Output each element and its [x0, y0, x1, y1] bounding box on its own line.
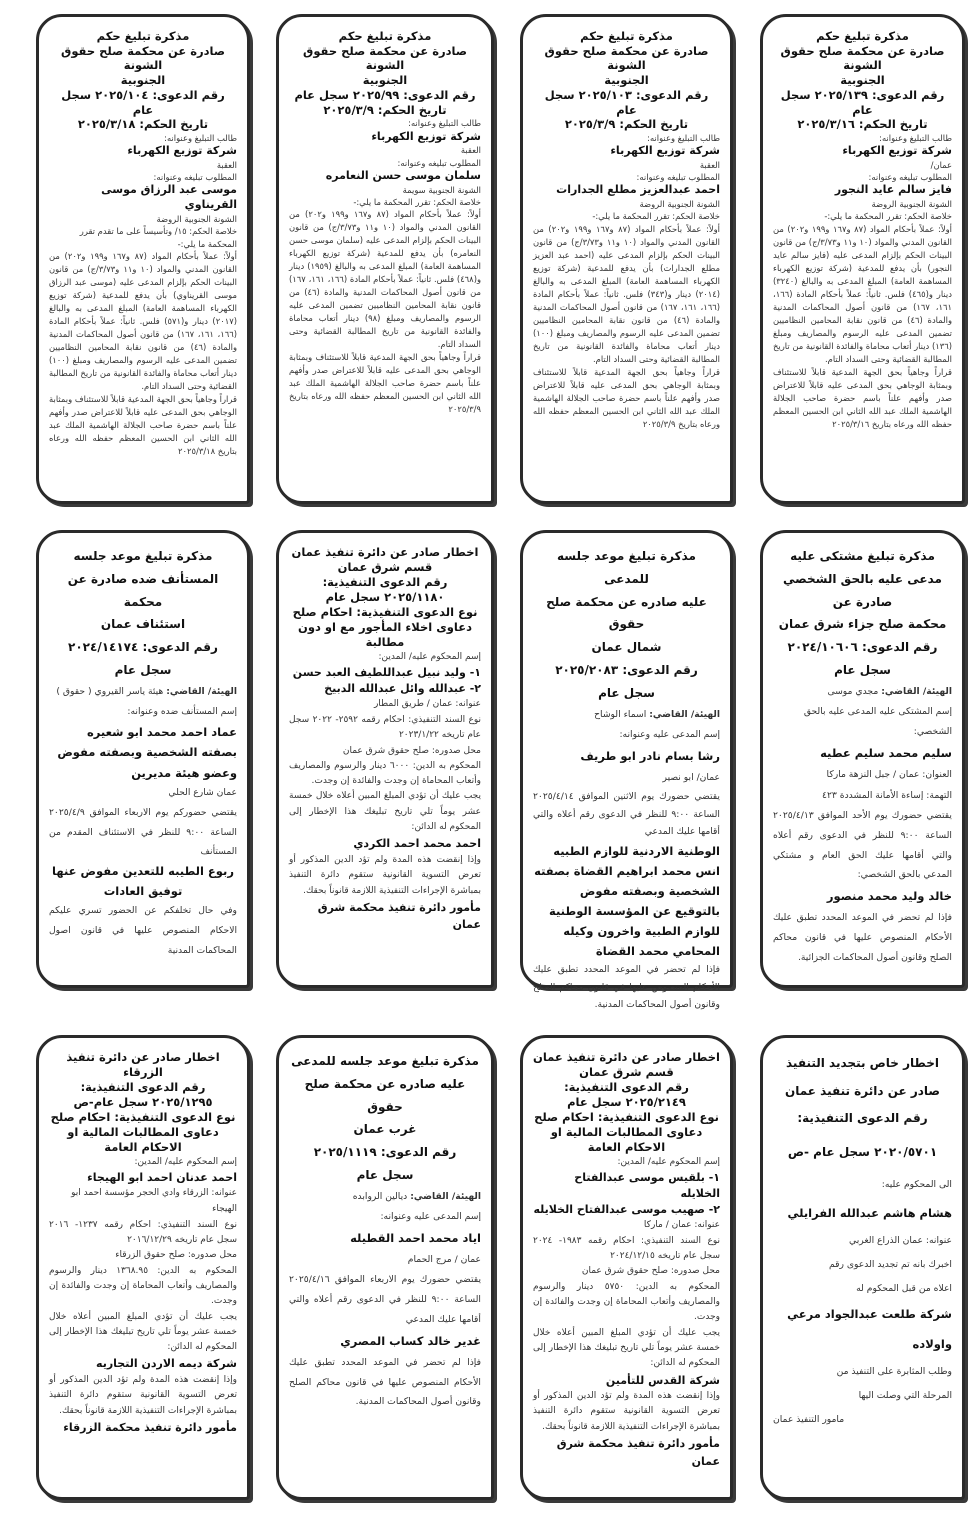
notice-defendant-summons-north-amman [520, 530, 733, 1011]
issuing-court: محل صدوره: صلح حقوق شرق عمان [581, 1266, 720, 1277]
officer-signature: مأمور دائرة تنفيذ محكمة شرق عمان [556, 1437, 720, 1468]
notice-judgment-3 [276, 14, 494, 504]
notice-heading: رقم الدعوى التنفيذية: [80, 1079, 206, 1094]
requester-label: طالب التبليغ وعنوانه: [408, 118, 481, 129]
respondent-name: سليم محمد سليم عطيه [820, 746, 952, 761]
notice-heading: الجنوبية [120, 73, 166, 88]
notice-heading: رقم الدعوى التنفيذية: [564, 1079, 689, 1094]
execution-warning: وإذا إنقضت هذه المدة ولم تؤد الدين المذكور أو تعرض التسوية القانونية ستقوم دائرة التنفيذ بمباشرة الإجراءات التنفيذية اللازمة قانوناً بحقك. [49, 1375, 237, 1416]
judgment-date: تاريخ الحكم: ٢٠٢٥/٣/٩ [323, 102, 447, 117]
notice-heading: صادرة عن محكمة صلح حقوق الشونة [61, 43, 225, 73]
case-register: سجل عام [356, 1167, 414, 1182]
judge-label: الهيئة/ القاضي: [410, 1190, 481, 1202]
notice-heading: مذكرة تبليغ حكم [580, 29, 673, 43]
respondent-address: العنوان: عمان / جبل النزهة ماركا [826, 769, 952, 781]
notice-heading: مذكرة تبليغ موعد جلسه للمدعى [557, 549, 696, 586]
case-type: دعاوى اخلاء المأجور مع او دون مطالبة [298, 619, 472, 649]
notice-heading: مذكرة تبليغ موعد جلسه [73, 549, 213, 563]
case-type: نوع الدعوى التنفيذية: احكام صلح [50, 1109, 236, 1124]
case-number: ٢٠٢٥/١٢٩٥ سجل عام-ص [73, 1094, 213, 1109]
judgment-amount: المحكوم به الدين: ٦٠٠٠ دينار والرسوم والمصاريف وأتعاب المحاماة إن وجدت والفائدة إن وجدت. [289, 760, 481, 787]
officer-signature: مامور التنفيذ عمان [773, 1414, 845, 1426]
debtor-label: إسم المحكوم عليه/ المدين: [134, 1156, 237, 1167]
judgment-body: أولاً: عملاً بأحكام المواد (٨٧ و١٦٧ و١٩٩ و٢٠٢) من القانون المدني والمواد (١٠ و١١ و٣/٧٣/ج) من قانون البينات الحكم بإلزام المدعى عليه (فايز سالم عايد النجور) بأن يدفع للمدعية (شركة توزيع الكهرباء المساهمة العامة) المبلغ المدعى به والبالغ (٣٢٤٠) دينار و(٤٦٥) فلس. ثانياً: عملاً بأحكام المادة (١٦٦، ١٦١، ١٦٧) من قانون أصول المحاكمات المدنية والمادة (٤٦) من قانون نقابة المحامين النظاميين تضمين المدعى عليه الرسوم والمصاريف ومبلغ (١٣٦) دينار أتعاب محاماة والفائدة القانونية من تاريخ المطالبة القضائية وحتى السداد التام. [773, 223, 953, 364]
notice-heading: محكمة صلح جزاء شرق عمان [778, 617, 947, 632]
respondent-label: إسم المدعى عليه وعنوانه: [619, 728, 720, 740]
respondent-label: المطلوب تبليغه وعنوانه: [636, 172, 720, 183]
respondent-address: عمان/ ابو نصير [662, 772, 720, 784]
respondent-label: إسم المدعى عليه وعنوانه: [380, 1211, 481, 1223]
creditor-name: شركة ديمه الاردن التجاريه [96, 1357, 237, 1371]
creditor-name: شركة طلعت عبدالجواد مرعي واولاده [787, 1307, 952, 1352]
respondent-name: فايز سالم عايد النجور [834, 183, 952, 197]
respondent-name: عماد احمد محمد ابو شعيره بصفته الشخصية وبصفته مفوض وعضو هيئة مديرين [57, 725, 237, 780]
to-label: الى المحكوم عليه: [881, 1179, 952, 1191]
respondent-name: موسى عبد الرزاق موسى القريناوي [101, 183, 237, 212]
notice-heading: رقم الدعوى التنفيذية: [797, 1111, 928, 1126]
requester-name: شركة توزيع الكهرباء [610, 144, 720, 158]
requester-address: العقبة [216, 160, 237, 171]
notice-heading: غرب عمان [353, 1122, 417, 1137]
notice-heading: صادرة عن محكمة صلح حقوق الشونة [544, 43, 709, 73]
case-type: نوع الدعوى التنفيذية: احكام صلح [292, 604, 478, 619]
case-number: رقم الدعوى: ٢٠٢٥/٢٠٨٣ [555, 662, 698, 677]
requester-name: شركة توزيع الكهرباء [371, 129, 481, 143]
respondent-address: الشونة الجنوبية الروضة [639, 199, 720, 210]
notice-heading: الجنوبية [604, 73, 649, 88]
issuing-court: محل صدوره: صلح حقوق شرق عمان [342, 745, 481, 756]
requester-name: شركة توزيع الكهرباء [842, 144, 952, 158]
notice-heading: قسم شرق عمان [337, 559, 433, 574]
debtor-address: عنوانه: عمان / ماركا [643, 1220, 720, 1231]
notice-heading: اخطار صادر عن دائرة تنفيذ عمان [291, 545, 479, 559]
judgment-body: أولاً: عملاً بأحكام المواد (٨٧ و١٦٧ و١٩٩ و٢٠٢) من القانون المدني والمواد (١٠ و١١ و٣/٧٣/ج) من قانون البينات الحكم بإلزام المدعى عليه (احمد عبد العزيز مطلع الجدارات) بأن يدفع للمدعية (شركة توزيع الكهرباء المساهمة العامة) المبلغ المدعى به والبالغ (٢٠١٤) دينار و(٣٤٣) فلس. ثانياً: عملاً بأحكام المادة (١٦٦، ١٦١، ١٦٧) من قانون أصول المحاكمات المدنية والمادة (٤٦) من قانون نقابة المحامين النظاميين تضمين المدعى عليه الرسوم والمصاريف ومبلغ (١٠٠) دينار أتعاب محاماة والفائدة القانونية من تاريخ المطالبة القضائية وحتى السداد التام. [533, 223, 720, 364]
respondent-label: المطلوب تبليغه وعنوانه: [153, 172, 237, 183]
notice-heading: صادر عن دائرة تنفيذ عمان [784, 1083, 941, 1098]
execution-warning: وإذا إنقضت هذه المدة ولم تؤد الدين المذكور أو تعرض التسوية القانونية ستقوم دائرة التنفيذ بمباشرة الإجراءات التنفيذية اللازمة قانوناً بحقك. [533, 1391, 720, 1432]
respondent-address: عمان شارع الحلي [168, 786, 237, 798]
judgment-date: تاريخ الحكم: ٢٠٢٥/٣/١٨ [77, 117, 209, 132]
requester-label: طالب التبليغ وعنوانه: [879, 133, 952, 144]
summons-body: يقتضي حضورك يوم الاربعاء الموافق ٢٠٢٥/٤/١٦ الساعة ٩:٠٠ للنظر في الدعوى رقم أعلاه والتي أقامها عليك المدعي [289, 1274, 481, 1326]
respondent-name: هشام هاشم عبدالله الفرايلي [787, 1205, 952, 1220]
judge-name: ديالين الروابده [352, 1190, 408, 1202]
judgment-closing: قراراً وجاهياً بحق الجهة المدعية قابلاً للاستئناف وبمثابة الوجاهي بحق المدعى عليه قابلاً للاعتراض صدر وأفهم علناً باسم حضرة صاحب الجلالة الهاشمية الملك عبد الله الثاني ابن الحسين المعظم حفظه الله ورعاه بتاريخ ٢٠٢٥/٣/١٨ [49, 393, 237, 456]
respondent-label: المطلوب تبليغه وعنوانه: [397, 157, 481, 168]
notice-heading: الجنوبية [840, 73, 885, 88]
respondent-label: المطلوب تبليغه وعنوانه: [868, 172, 952, 183]
officer-signature: مأمور دائرة تنفيذ محكمة الزرقاء [63, 1420, 237, 1434]
charge: التهمة: إساءة الأمانة المشددة ٤٢٣ [822, 789, 952, 801]
case-number: رقم الدعوى: ٢٠٢٥/١٠٣ سجل عام [544, 87, 709, 117]
respondent-name: رشا بسام نادر ابو طريف [580, 749, 720, 764]
notice-execution-zarqa [36, 1035, 250, 1500]
debtor-name: ٢- عبدالله وائل عبدالله الدبيخ [324, 682, 481, 696]
judge-label: الهيئة/ القاضي: [166, 685, 237, 697]
respondent-name: احمد عبدالعزيز مطلع الجدارات [556, 183, 720, 197]
case-number: رقم الدعوى: ٢٠٢٤/١٠٦٠٦ [787, 640, 938, 655]
plaintiff-name: غدير خالد كساب المصري [340, 1333, 481, 1348]
renewal-body: المرحلة التي وصلت اليها [858, 1390, 952, 1402]
notice-judgment-1 [760, 14, 965, 504]
case-type: دعاوى المطالبات المالية او الاحكام العامة [550, 1124, 703, 1154]
notice-heading: اخطار صادر عن دائرة تنفيذ عمان [533, 1050, 720, 1064]
judgment-amount: المحكوم به الدين: ٥٧٥٠ دينار والرسوم والمصاريف وأتعاب المحاماة إن وجدت والفائدة إن وجدت. [533, 1281, 721, 1323]
notice-execution-east-amman-1180 [276, 530, 494, 988]
creditor-name: شركة القدس للتأمين [605, 1373, 720, 1387]
respondent-label: إسم المستأنف ضده وعنوانه: [127, 706, 237, 718]
summary-label: خلاصة الحكم: تقرر المحكمة ما يلي:- [824, 211, 952, 222]
payment-demand: يجب عليك أن تؤدي المبلغ المبين أعلاه خلال خمسة عشر يوماً تلي تاريخ تبليغك هذا الإخطار إلى المحكوم له الدائن: [49, 1311, 237, 1353]
notice-heading: مذكرة تبليغ موعد جلسه للمدعى [291, 1054, 479, 1068]
bond-type: نوع السند التنفيذي: احكام رقمه ١٩٨٣- ٢٠٢٤ سجل عام تاريخه ٢٠٢٤/١٢/١٥ [533, 1235, 721, 1262]
judgment-closing: قراراً وجاهياً بحق الجهة المدعية قابلاً للاستئناف وبمثابة الوجاهي بحق المدعى عليه قابلاً للاعتراض صدر وأفهم علناً باسم حضرة صاحب الجلالة الهاشمية الملك عبد الله الثاني ابن الحسين المعظم حفظه الله ورعاه بتاريخ ٢٠٢٥/٣/٩ [533, 366, 720, 429]
notice-heading: رقم الدعوى التنفيذية: [322, 574, 448, 589]
execution-warning: وإذا إنقضت هذه المدة ولم تؤد الدين المذكور أو تعرض التسوية القانونية ستقوم دائرة التنفيذ بمباشرة الإجراءات التنفيذية اللازمة قانوناً بحقك. [289, 854, 481, 896]
judge-line [289, 1187, 481, 1207]
plaintiff-name: خالد وليد محمد منصور [826, 889, 952, 904]
officer-signature: مأمور دائرة تنفيذ محكمة شرق عمان [317, 900, 481, 932]
notice-complainant-summons [760, 530, 965, 988]
respondent-address: الشونة الجنوبية الروضة [871, 199, 952, 210]
summons-closing: فإذا لم تحضر في الموعد المحدد تطبق عليك الأحكام المنصوص عليها في قانون محاكم الصلح وقانون أصول المحاكمات المدنية. [289, 1356, 481, 1408]
notice-judgment-4 [36, 14, 250, 504]
judgment-body: أولاً: عملاً بأحكام المواد (٨٧ و١٦٧ و١٩٩ و٢٠٢) من القانون المدني والمواد (١٠ و١١ و٣/٧٣/ج) من قانون البينات الحكم بإلزام المدعى عليه (موسى عبد الرزاق موسى القريناوي) بأن يدفع للمدعية (شركة توزيع الكهرباء المساهمة العامة) المبلغ المدعى به والبالغ (٢٠١٧) دينار و(٥٧١) فلس. ثانياً: عملاً بأحكام المادة (١٦٦، ١٦١، ١٦٧) من قانون أصول المحاكمات المدنية والمادة (٤٦) من قانون نقابة المحامين النظاميين تضمين المدعى عليه الرسوم والمصاريف ومبلغ (١٠٠) دينار أتعاب محاماة والفائدة القانونية من تاريخ المطالبة القضائية وحتى السداد التام. [49, 250, 237, 391]
notice-heading: مذكرة تبليغ مشتكى عليه [790, 549, 935, 563]
notice-execution-renewal [760, 1035, 965, 1500]
judgment-closing: قراراً وجاهياً بحق الجهة المدعية قابلاً للاستئناف وبمثابة الوجاهي بحق المدعى عليه قابلاً للاعتراض صدر وأفهم علناً باسم حضرة صاحب الجلالة الهاشمية الملك عبد الله الثاني ابن الحسين المعظم حفظه الله ورعاه بتاريخ ٢٠٢٥/٣/٩ [289, 352, 481, 415]
renewal-body: اخبرك بانه تم تجديد الدعوى رقم [829, 1258, 952, 1270]
case-number: رقم الدعوى: ٢٠٢٥/١١١٩ [313, 1145, 457, 1160]
respondent-address: الشونة الجنوبية الروضة [156, 214, 237, 225]
respondent-name: اياد محمد احمد القطيله [350, 1231, 481, 1246]
requester-address: عمان/ [930, 160, 952, 171]
case-type: نوع الدعوى التنفيذية: احكام صلح [534, 1109, 719, 1124]
notice-heading: مذكرة تبليغ حكم [338, 29, 432, 43]
case-register: سجل عام [834, 662, 891, 677]
notice-judgment-2 [520, 14, 733, 504]
plaintiff-name: الوطنية الاردنية للوازم الطبيه انس محمد ابراهيم القضاة بصفته الشخصية وبصفته مفوض بالتوقيع عن المؤسسة الوطنية للوازم الطبية واخرون وكيله المحامي محمد القضاة [534, 843, 720, 959]
debtor-name: ٢- صهيب موسى عبدالفتاح الخلايله [533, 1203, 720, 1217]
judgment-closing: قراراً وجاهياً بحق الجهة المدعية قابلاً للاستئناف وبمثابة الوجاهي بحق المدعى عليه قابلاً للاعتراض صدر وأفهم علناً باسم حضرة صاحب الجلالة الهاشمية الملك عبد الله الثاني ابن الحسين المعظم حفظه الله ورعاه بتاريخ ٢٠٢٥/٣/١٦ [773, 366, 952, 429]
notice-heading: المستأنف ضده صادرة عن محكمة [67, 571, 219, 609]
judge-name: اسماء الوشاح [594, 708, 647, 720]
bond-type: نوع السند التنفيذي: احكام رقمه ١٢٣٧- ٢٠١٦ سجل عام تاريخه ٢٠١٦/١٢/٢٩ [49, 1219, 238, 1246]
debtor-name: احمد عدنان احمد ابو الهيجاء [87, 1171, 237, 1185]
judgment-date: تاريخ الحكم: ٢٠٢٥/٣/٩ [564, 117, 689, 132]
notice-heading: صادرة عن محكمة صلح حقوق الشونة [780, 43, 945, 73]
case-number: رقم الدعوى: ٢٠٢٤/١٤١٧٤ [68, 640, 218, 655]
judge-line [773, 682, 952, 702]
notice-appeal-session [36, 530, 250, 988]
debtor-label: إسم المحكوم عليه/ المدين: [617, 1156, 720, 1167]
case-number: ٢٠٢٥/٢١٤٩ سجل عام [567, 1094, 686, 1109]
judge-label: الهيئة/ القاضي: [881, 685, 952, 697]
case-register: سجل عام [598, 685, 655, 700]
notice-heading: مذكرة تبليغ حكم [96, 29, 190, 43]
debtor-name: ١- بلقيس موسى عبدالفتاح الخلايله [574, 1171, 720, 1201]
requester-address: العقبة [460, 145, 481, 156]
summons-body: يقتضي حضورك يوم الأحد الموافق ٢٠٢٥/٤/١٣ الساعة ٩:٠٠ للنظر في الدعوى رقم أعلاه والتي أقامها عليك الحق العام و مشتكي المدعي بالحق الشخصي: [773, 809, 952, 881]
debtor-address: عنوانه: الزرقاء وادي الحجر مؤسسة احمد ابو الهيجاء [71, 1188, 237, 1214]
notice-heading: استئناف عمان [100, 617, 186, 632]
notice-heading: مذكرة تبليغ حكم [816, 29, 909, 43]
respondent-address: عنوانه: عمان الذراع الغربي [849, 1234, 952, 1246]
respondent-address: الشونة الجنوبية سويمة [402, 184, 481, 195]
summary-label: خلاصة الحكم: تقرر المحكمة ما يلي:- [592, 211, 720, 222]
appellant-name: ربوع الطيبه للتعدين مفوض عنها توفيق العادات [52, 864, 234, 898]
notice-heading: صادرة عن محكمة صلح حقوق الشونة [303, 43, 467, 73]
payment-demand: يجب عليك أن تؤدي المبلغ المبين أعلاه خلال خمسة عشر يوماً تلي تاريخ تبليغك هذا الإخطار إلى المحكوم له الدائن: [533, 1327, 720, 1369]
respondent-label: إسم المشتكى عليه المدعى عليه بالحق الشخصي: [803, 706, 952, 738]
judgment-body: أولاً: عملاً بأحكام المواد (٨٧ و١٦٧ و١٩٩ و٢٠٢) من القانون المدني والمواد (١٠ و١١ و٣/٧٣/ج) من قانون البينات الحكم بإلزام المدعى عليه (سلمان موسى حسن النعامره) بأن يدفع للمدعية (شركة توزيع الكهرباء المساهمة العامة) المبلغ المدعى به والبالغ (١٩٥٩) دينار و(٤٦٨) فلس. ثانياً: عملاً بأحكام المادة (١٦٦، ١٦١، ١٦٧) من قانون أصول المحاكمات المدنية والمادة (٤٦) من قانون نقابة المحامين النظاميين تضمين المدعى عليه الرسوم والمصاريف ومبلغ (٩٨) دينار أتعاب محاماة والفائدة القانونية من تاريخ المطالبة القضائية وحتى السداد التام. [289, 208, 482, 350]
judgment-amount: المحكوم به الدين: ١٣٦٨.٩٥ دينار والرسوم والمصاريف وأتعاب المحاماة إن وجدت والفائدة إن وجدت. [49, 1265, 238, 1307]
requester-address: العقبة [699, 160, 720, 171]
summary-label: خلاصة الحكم: ١٥/ وتأسيساً على ما تقدم تقرر المحكمة ما يلي:- [79, 226, 237, 249]
bond-type: نوع السند التنفيذي: احكام رقمه ٢٥٩٢- ٢٠٢٢ سجل عام تاريخه ٢٠٢٣/١/٢٢ [289, 714, 482, 741]
notice-defendant-summons-west-amman [276, 1035, 494, 1500]
notice-heading: اخطار صادر عن دائرة تنفيذ [66, 1050, 220, 1064]
renewal-body: وطلب المثابرة على التنفيذ من [836, 1366, 952, 1378]
requester-name: شركة توزيع الكهرباء [127, 144, 237, 158]
summons-closing: فإذا لم تحضر في الموعد المحدد تطبق عليك الأحكام المنصوص عليها في قانون محاكم الصلح وقانون أصول المحاكمات الجزائية. [773, 912, 952, 963]
judge-line [533, 705, 720, 725]
respondent-name: سلمان موسى حسن النعامره [325, 168, 481, 182]
notice-heading: شمال عمان [591, 640, 662, 655]
creditor-name: احمد محمد احمد الكردي [353, 837, 481, 851]
case-number: رقم الدعوى: ٢٠٢٥/١٠٤ سجل عام [61, 87, 225, 117]
payment-demand: يجب عليك أن تؤدي المبلغ المبين أعلاه خلال خمسة عشر يوماً تلي تاريخ تبليغك هذا الإخطار إلى المحكوم له الدائن: [289, 791, 481, 833]
summons-closing: فإذا لم تحضر في الموعد المحدد تطبق عليك الأحكام المنصوص عليها في قانون محاكم الصلح وقانون أصول المحاكمات المدنية. [533, 964, 720, 1011]
judge-label: الهيئة/ القاضي: [649, 708, 720, 720]
renewal-body: اعلاه من قبل المحكوم له [856, 1282, 952, 1294]
case-type: دعاوى المطالبات المالية او الاحكام العامة [67, 1124, 219, 1154]
notice-execution-east-amman-2149 [520, 1035, 733, 1500]
judge-line [49, 682, 237, 702]
case-number: رقم الدعوى: ٢٠٢٥/١٣٩ سجل عام [780, 87, 945, 117]
case-number: رقم الدعوى: ٢٠٢٥/٩٩ سجل عام [294, 87, 476, 102]
judge-name: هيئة ياسر القيروي ( حقوق ) [56, 685, 164, 697]
requester-label: طالب التبليغ وعنوانه: [164, 133, 237, 144]
notice-heading: مدعى عليه بالحق الشخصي صادرة عن [783, 571, 942, 609]
notice-heading: عليه صادره عن محكمة صلح حقوق [304, 1076, 466, 1114]
requester-label: طالب التبليغ وعنوانه: [647, 133, 720, 144]
notice-heading: قسم شرق عمان [579, 1064, 674, 1079]
debtor-name: ١- وليد نبيل عبداللطيف العبد حسن [292, 666, 481, 680]
summary-label: خلاصة الحكم: تقرر المحكمة ما يلي:- [353, 196, 481, 207]
issuing-court: محل صدوره: صلح حقوق الزرقاء [115, 1250, 237, 1261]
debtor-label: إسم المحكوم عليه/ المدين: [378, 651, 481, 662]
summons-body: يقتضي حضورك يوم الاثنين الموافق ٢٠٢٥/٤/١٤ الساعة ٩:٠٠ للنظر في الدعوى رقم أعلاه والتي أقامها عليك المدعي [533, 791, 720, 838]
case-number: ٢٠٢٠/٥٧٠١ سجل عام -ص [787, 1144, 938, 1159]
summons-closing: وفي حال تخلفكم عن الحضور تسري عليكم الاحكام المنصوص عليها في قانون اصول المحاكمات المدنية [49, 905, 237, 956]
notice-heading: اخطار خاص بتجديد التنفيذ [786, 1056, 939, 1070]
case-register: سجل عام [114, 662, 172, 677]
debtor-address: عنوانه: عمان / طريق المطار [373, 699, 481, 710]
judgment-date: تاريخ الحكم: ٢٠٢٥/٣/١٦ [797, 117, 928, 132]
respondent-address: عمان / مرج الحمام [407, 1254, 481, 1266]
case-number: ٢٠٢٥/١١٨٠ سجل عام [325, 589, 445, 604]
notice-heading: الجنوبية [362, 73, 408, 88]
notice-heading: الزرقاء [123, 1064, 163, 1079]
judge-name: مجدي موسى [827, 685, 879, 697]
notice-heading: عليه صادره عن محكمة صلح حقوق [546, 594, 707, 632]
summons-body: يقتضي حضوركم يوم الاربعاء الموافق ٢٠٢٥/٤/٩ الساعة ٩:٠٠ للنظر في الاستئناف المقدم من المستأنف [49, 806, 237, 858]
